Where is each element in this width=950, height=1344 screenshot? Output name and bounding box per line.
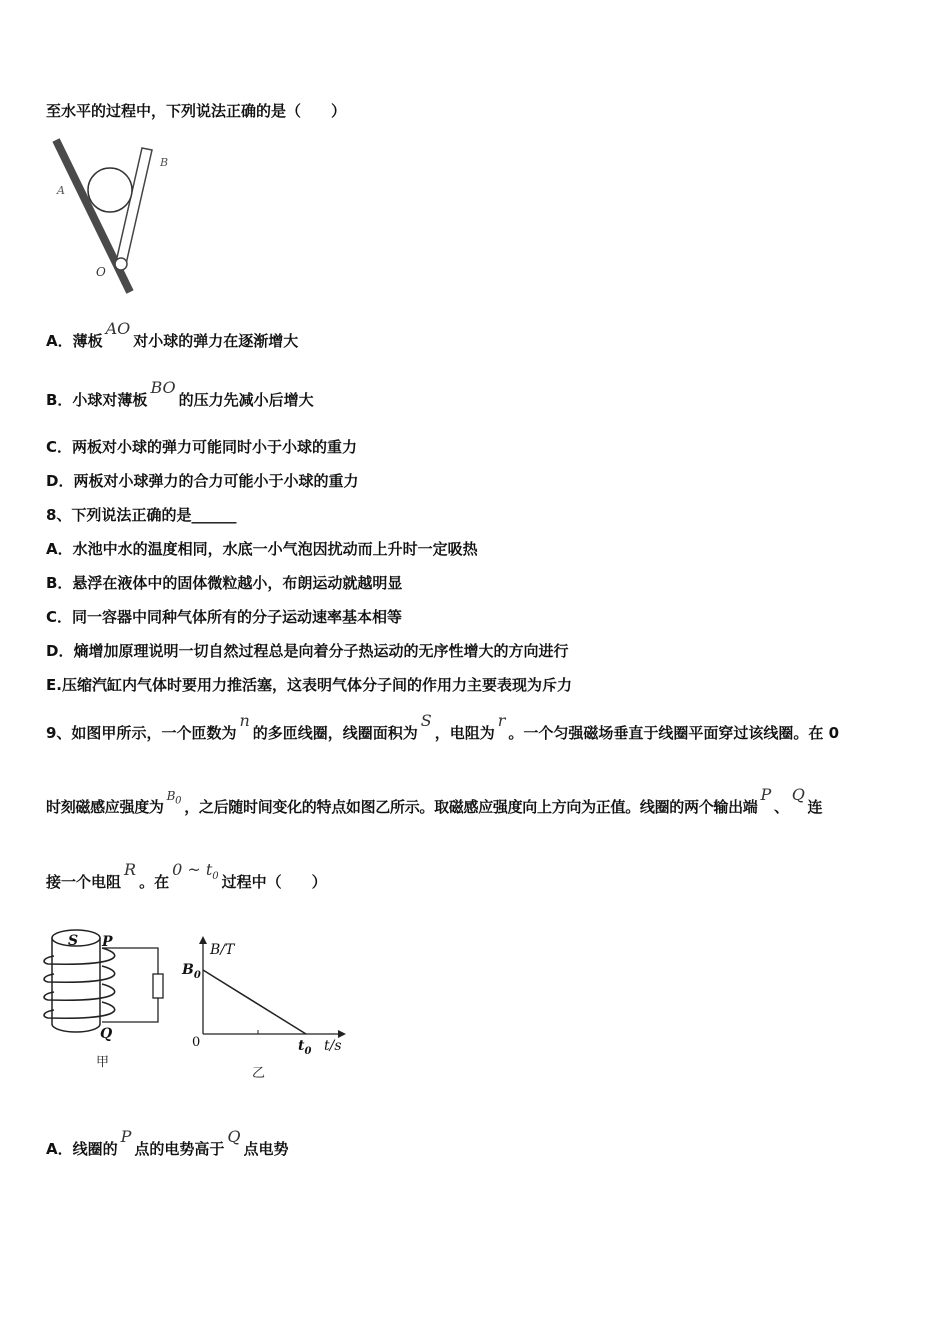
q9-a-suffix: 点电势 [243,1140,289,1158]
label-q: Q [100,1026,113,1042]
q9-line-3 [46,860,327,899]
t0-label: $t_0$ [298,1038,312,1057]
q7-stem-tail: 至水平的过程中，下列说法正确的是（ ） [46,102,347,120]
caption-jia: 甲 [96,1055,110,1070]
label-a: A [57,184,65,197]
origin-label: 0 [192,1035,201,1050]
b-t-line [203,970,306,1034]
q9-a-prefix: A．线圈的 [46,1140,118,1158]
var-p-option: P [120,1127,132,1146]
var-b0: B0 [166,789,182,807]
q7-option-c: C．两板对小球的弹力可能同时小于小球的重力 [46,438,358,456]
q7-option-d: D．两板对小球弹力的合力可能小于小球的重力 [46,472,359,490]
q9-l1-b: 的多匝线圈，线圈面积为 [252,724,418,742]
q7-b-prefix: B．小球对薄板 [46,391,148,409]
q9-l3-b: 。在 [139,873,170,891]
label-p: P [102,934,113,950]
var-p: P [760,785,771,804]
var-s: S [420,711,432,730]
q7-a-prefix: A．薄板 [46,332,103,350]
q8-option-c: C．同一容器中同种气体所有的分子运动速率基本相等 [46,608,403,626]
q7-a-suffix: 对小球的弹力在逐渐增大 [133,332,299,350]
q9-l2-sep: 、 [773,798,789,816]
var-q-option: Q [227,1127,241,1146]
q7-option-b [46,378,314,410]
var-q: Q [791,785,805,804]
q9-a-mid: 点的电势高于 [134,1140,225,1158]
q9-l1-c: ，电阻为 [434,724,495,742]
q9-l3-c: 过程中（ ） [221,873,327,891]
q9-l1-d: 。一个匀强磁场垂直于线圈平面穿过该线圈。在 0 [508,724,840,742]
q9-l1-a: 9、如图甲所示，一个匝数为 [46,724,237,742]
var-bo: BO [150,378,176,397]
b0-label: $B_0$ [182,962,201,981]
q9-line-2 [46,785,823,823]
var-range: 0 ~ $t_0$ [172,860,219,883]
q8-option-d: D．熵增加原理说明一切自然过程总是向着分子热运动的无序性增大的方向进行 [46,642,569,660]
q9-option-a [46,1127,289,1159]
q9-l2-c: 连 [807,798,823,816]
q8-option-a: A．水池中水的温度相同，水底一小气泡因扰动而上升时一定吸热 [46,540,478,558]
q9-line-1 [46,711,840,743]
var-n: n [239,711,250,730]
q8-option-b: B．悬浮在液体中的固体微粒越小，布朗运动就越明显 [46,574,403,592]
var-ao: AO [105,319,131,338]
var-r: r [497,711,506,730]
q7-figure [48,134,188,299]
x-axis-label: t/s [324,1038,342,1054]
resistor [153,974,163,998]
q8-stem: 8、下列说法正确的是______ [46,506,237,524]
label-b: B [160,156,169,169]
q9-l3-a: 接一个电阻 [46,873,122,891]
caption-yi: 乙 [252,1066,266,1081]
q9-l2-b: ，之后随时间变化的特点如图乙所示。取磁感应强度向上方向为正值。线圈的两个输出端 [184,798,758,816]
ball [88,168,132,212]
figure-yi [178,932,353,1082]
figure-jia [40,926,180,1076]
q9-l2-a: 时刻磁感应强度为 [46,798,164,816]
label-o: O [96,265,106,279]
q7-option-a [46,319,299,351]
label-s: S [68,933,79,949]
y-axis-label: B/T [210,942,235,958]
q8-option-e: E.压缩汽缸内气体时要用力推活塞，这表明气体分子间的作用力主要表现为斥力 [46,676,572,694]
var-r-resistor: R [124,860,137,879]
hinge [115,258,127,270]
q7-b-suffix: 的压力先减小后增大 [178,391,314,409]
